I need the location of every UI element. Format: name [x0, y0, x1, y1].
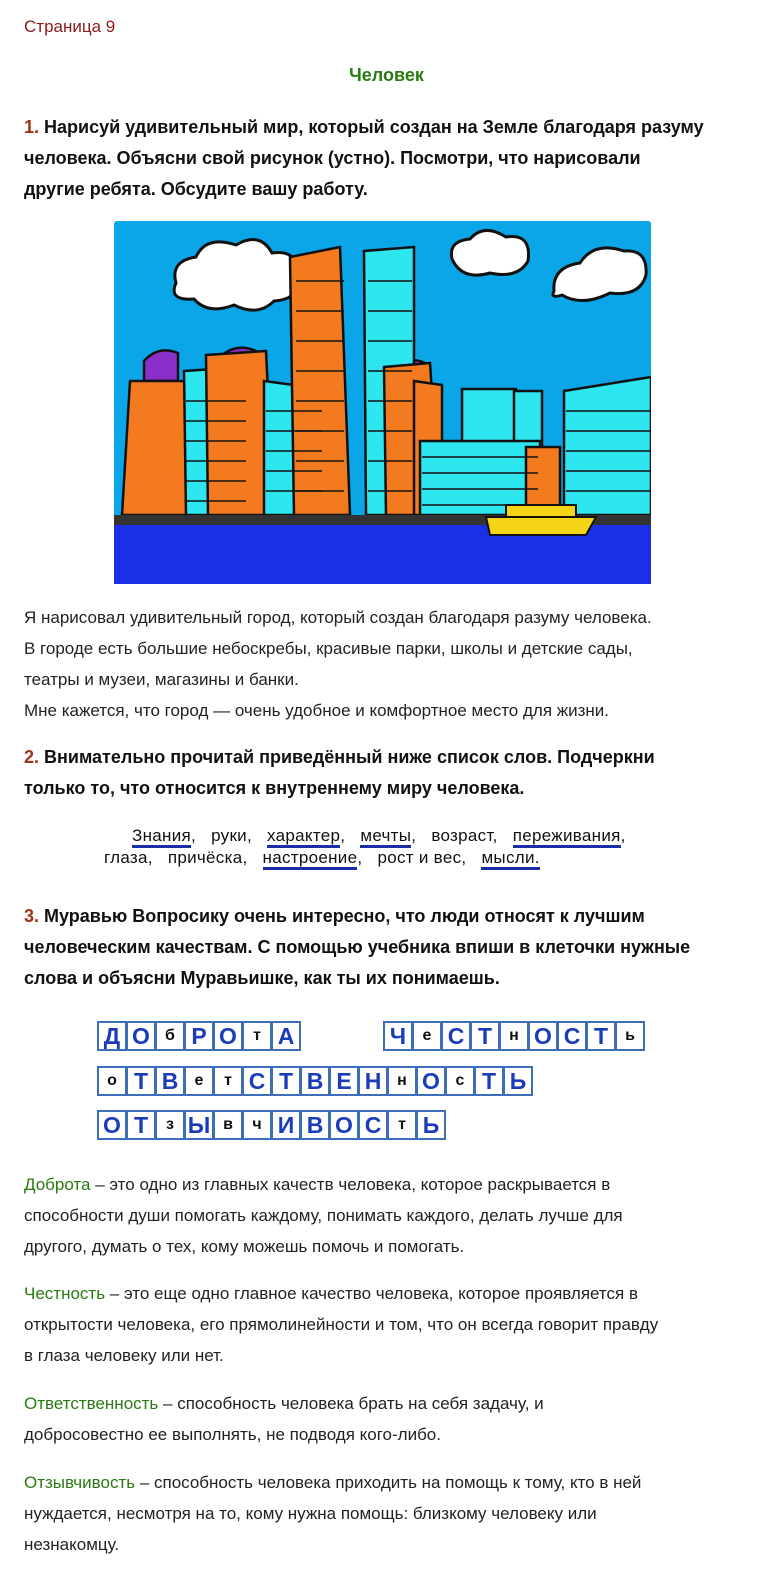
grid-cell: н [499, 1021, 529, 1051]
definition-chestnost [24, 1278, 759, 1371]
task-text: Внимательно прочитай приведённый ниже список слов. Подчеркни [44, 747, 655, 767]
definition-text: в глаза человеку или нет. [24, 1346, 224, 1365]
task-text: Нарисуй удивительный мир, который создан на Земле благодаря разуму [44, 117, 704, 137]
grid-cell: Ь [503, 1066, 533, 1096]
definition-text: – способность человека брать на себя задачу, и [158, 1394, 544, 1413]
word-list [104, 826, 674, 870]
grid-cell: О [97, 1110, 127, 1140]
grid-cell: т [213, 1066, 243, 1096]
grid-cell: ь [615, 1021, 645, 1051]
task-1 [24, 112, 759, 205]
word-underlined: характер [267, 826, 340, 848]
grid-cell: т [387, 1110, 417, 1140]
word-underlined: мечты [360, 826, 411, 848]
grid-cell: Т [586, 1021, 616, 1051]
definition-dobrota [24, 1169, 759, 1262]
grid-cell: В [155, 1066, 185, 1096]
word: возраст [431, 826, 493, 845]
definition-text: добросовестно ее выполнять, не подводя кого-либо. [24, 1425, 441, 1444]
definition-text: – способность человека приходить на помощь к тому, кто в ней [135, 1473, 642, 1492]
grid-cell: С [557, 1021, 587, 1051]
definition-text: другого, думать о тех, кому можешь помочь и помогать. [24, 1237, 465, 1256]
grid-cell: О [329, 1110, 359, 1140]
definition-text: нуждается, несмотря на то, кому нужна помощь: близкому человеку или [24, 1504, 597, 1523]
grid-cell: н [387, 1066, 417, 1096]
task-number: 1. [24, 117, 40, 137]
grid-cell: Е [329, 1066, 359, 1096]
grid-cell: Т [126, 1110, 156, 1140]
grid-cell: Т [271, 1066, 301, 1096]
grid-cell: О [528, 1021, 558, 1051]
word: причёска [167, 848, 243, 867]
word: руки [211, 826, 247, 845]
grid-cell: Р [184, 1021, 214, 1051]
grid-cell: е [412, 1021, 442, 1051]
grid-cell: з [155, 1110, 185, 1140]
definition-term: Отзывчивость [24, 1473, 136, 1492]
grid-cell: А [271, 1021, 301, 1051]
grid-cell: В [300, 1066, 330, 1096]
word-underlined: мысли. [481, 848, 539, 870]
answer-line: Мне кажется, что город — очень удобное и комфортное место для жизни. [24, 701, 610, 720]
grid-cell: с [445, 1066, 475, 1096]
grid-cell: о [97, 1066, 127, 1096]
grid-cell: С [242, 1066, 272, 1096]
grid-cell: Ы [184, 1110, 214, 1140]
grid-cell: Ь [416, 1110, 446, 1140]
task-number: 3. [24, 906, 40, 926]
definition-text: – это еще одно главное качество человека, которое проявляется в [105, 1284, 638, 1303]
definition-text: – это одно из главных качеств человека, которое раскрывается в [90, 1175, 611, 1194]
word-underlined: настроение [263, 848, 358, 870]
answer-1 [24, 602, 759, 726]
grid-cell: Ч [383, 1021, 413, 1051]
word-row: глаза, причёска, настроение, рост и вес, мысли. [104, 848, 674, 870]
task-2 [24, 742, 759, 804]
task-text: только то, что относится к внутреннему миру человека. [24, 778, 525, 798]
definition-otzyvchivost [24, 1467, 759, 1560]
answer-line: В городе есть большие небоскребы, красивые парки, школы и детские сады, [24, 639, 633, 658]
task-text: слова и объясни Муравьишке, как ты их понимаешь. [24, 968, 500, 988]
grid-cell: С [358, 1110, 388, 1140]
definition-text: незнакомцу. [24, 1535, 120, 1554]
definition-text: открытости человека, его прямолинейности и том, что он всегда говорит правду [24, 1315, 659, 1334]
word: глаза [104, 848, 148, 867]
task-text: другие ребята. Обсудите вашу работу. [24, 179, 368, 199]
task-text: человеческим качествам. С помощью учебника впиши в клеточки нужные [24, 937, 691, 957]
city-drawing [114, 221, 651, 584]
grid-cell: Д [97, 1021, 127, 1051]
answer-line: театры и музеи, магазины и банки. [24, 670, 299, 689]
grid-cell: В [300, 1110, 330, 1140]
grid-cell: О [213, 1021, 243, 1051]
grid-cell: Н [358, 1066, 388, 1096]
grid-cell: Т [126, 1066, 156, 1096]
task-text: человека. Объясни свой рисунок (устно). Посмотри, что нарисовали [24, 148, 641, 168]
page-number: Страница 9 [24, 17, 116, 36]
grid-cell: т [242, 1021, 272, 1051]
grid-cell: И [271, 1110, 301, 1140]
definition-term: Ответственность [24, 1394, 159, 1413]
grid-cell: в [213, 1110, 243, 1140]
task-number: 2. [24, 747, 40, 767]
grid-cell: Т [470, 1021, 500, 1051]
definition-text: способности души помогать каждому, понимать каждого, делать лучше для [24, 1206, 623, 1225]
definition-otvetstvennost [24, 1388, 759, 1450]
grid-cell: б [155, 1021, 185, 1051]
task-text: Муравью Вопросику очень интересно, что люди относят к лучшим [44, 906, 645, 926]
word-underlined: Знания [132, 826, 191, 848]
grid-cell: О [126, 1021, 156, 1051]
definition-term: Честность [24, 1284, 106, 1303]
word-row: Знания, руки, характер, мечты, возраст, переживания, [104, 826, 674, 848]
grid-cell: ч [242, 1110, 272, 1140]
grid-cell: е [184, 1066, 214, 1096]
task-3 [24, 901, 759, 994]
word: рост и вес [377, 848, 462, 867]
answer-line: Я нарисовал удивительный город, который создан благодаря разуму человека. [24, 608, 652, 627]
page-title: Человек [349, 65, 424, 85]
grid-cell: Т [474, 1066, 504, 1096]
word-underlined: переживания [513, 826, 621, 848]
grid-cell: О [416, 1066, 446, 1096]
grid-cell: С [441, 1021, 471, 1051]
definition-term: Доброта [24, 1175, 91, 1194]
